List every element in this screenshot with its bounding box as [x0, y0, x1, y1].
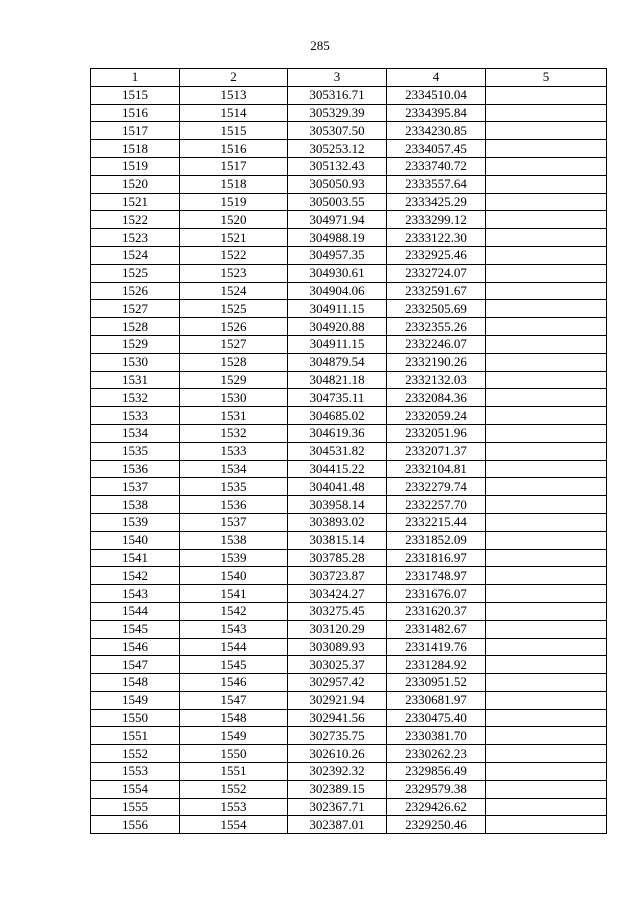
table-cell: 1540 [180, 567, 288, 585]
header-cell: 3 [288, 69, 387, 87]
table-cell [486, 602, 607, 620]
table-row [91, 780, 607, 798]
table-cell [486, 620, 607, 638]
table-cell: 1517 [180, 157, 288, 175]
table-cell: 302392.32 [288, 763, 387, 781]
table-cell: 305132.43 [288, 157, 387, 175]
table-cell [486, 407, 607, 425]
table-cell [486, 763, 607, 781]
table-cell: 1549 [91, 691, 180, 709]
table-cell: 2329250.46 [387, 816, 486, 834]
table-cell: 2329856.49 [387, 763, 486, 781]
table-row [91, 371, 607, 389]
table-row [91, 282, 607, 300]
table-cell: 1541 [180, 585, 288, 603]
table-row [91, 549, 607, 567]
table-cell: 1531 [91, 371, 180, 389]
table-cell: 302610.26 [288, 745, 387, 763]
table-row [91, 638, 607, 656]
table-cell: 303025.37 [288, 656, 387, 674]
table-cell: 1554 [180, 816, 288, 834]
table-cell: 1539 [91, 513, 180, 531]
table-row [91, 389, 607, 407]
header-cell: 4 [387, 69, 486, 87]
header-cell: 2 [180, 69, 288, 87]
table-cell: 303120.29 [288, 620, 387, 638]
table-row [91, 193, 607, 211]
table-cell: 304911.15 [288, 335, 387, 353]
table-cell: 2331419.76 [387, 638, 486, 656]
table-row [91, 531, 607, 549]
table-cell [486, 335, 607, 353]
table-cell: 304930.61 [288, 264, 387, 282]
table-cell: 2329426.62 [387, 798, 486, 816]
table-cell [486, 496, 607, 514]
header-cell: 5 [486, 69, 607, 87]
table-cell: 2332051.96 [387, 424, 486, 442]
table-cell [486, 318, 607, 336]
table-cell: 2334510.04 [387, 86, 486, 104]
table-cell [486, 478, 607, 496]
table-cell: 1543 [180, 620, 288, 638]
table-cell: 1519 [91, 157, 180, 175]
table-cell [486, 674, 607, 692]
coordinates-table [90, 68, 607, 834]
table-cell: 1518 [180, 175, 288, 193]
table-cell: 2332215.44 [387, 513, 486, 531]
table-cell: 1541 [91, 549, 180, 567]
table-cell: 305316.71 [288, 86, 387, 104]
table-cell [486, 727, 607, 745]
table-cell: 1539 [180, 549, 288, 567]
table-cell: 1545 [180, 656, 288, 674]
table-body [91, 86, 607, 833]
table-cell: 1548 [91, 674, 180, 692]
table-cell: 303275.45 [288, 602, 387, 620]
table-cell: 2331852.09 [387, 531, 486, 549]
table-cell: 1552 [180, 780, 288, 798]
table-cell [486, 229, 607, 247]
table-cell: 2333557.64 [387, 175, 486, 193]
table-cell: 1526 [180, 318, 288, 336]
table-cell: 1527 [180, 335, 288, 353]
table-cell [486, 211, 607, 229]
table-row [91, 353, 607, 371]
table-cell [486, 816, 607, 834]
table-cell: 304619.36 [288, 424, 387, 442]
table-cell [486, 264, 607, 282]
table-cell: 1547 [91, 656, 180, 674]
table-cell [486, 122, 607, 140]
table-cell: 1522 [91, 211, 180, 229]
table-cell: 1532 [91, 389, 180, 407]
table-row [91, 318, 607, 336]
table-cell: 2333425.29 [387, 193, 486, 211]
table-cell [486, 567, 607, 585]
table-cell [486, 798, 607, 816]
table-cell [486, 424, 607, 442]
table-cell: 304735.11 [288, 389, 387, 407]
table-cell: 304879.54 [288, 353, 387, 371]
table-row [91, 229, 607, 247]
table-cell: 1522 [180, 246, 288, 264]
table-cell: 2332059.24 [387, 407, 486, 425]
table-cell: 2332355.26 [387, 318, 486, 336]
table-row [91, 86, 607, 104]
table-cell: 1524 [91, 246, 180, 264]
table-row [91, 478, 607, 496]
table-cell [486, 353, 607, 371]
table-cell [486, 157, 607, 175]
table-cell: 1548 [180, 709, 288, 727]
table-cell [486, 585, 607, 603]
table-cell: 1514 [180, 104, 288, 122]
table-cell: 1538 [180, 531, 288, 549]
table-row [91, 175, 607, 193]
table-cell: 302735.75 [288, 727, 387, 745]
table-cell: 1529 [180, 371, 288, 389]
table-cell: 2330681.97 [387, 691, 486, 709]
table-cell: 2332246.07 [387, 335, 486, 353]
table-cell: 305307.50 [288, 122, 387, 140]
table-cell: 2330475.40 [387, 709, 486, 727]
table-cell [486, 780, 607, 798]
table-cell: 1528 [180, 353, 288, 371]
table-cell: 305329.39 [288, 104, 387, 122]
table-row [91, 157, 607, 175]
table-row [91, 745, 607, 763]
table-cell: 1549 [180, 727, 288, 745]
table-cell: 303424.27 [288, 585, 387, 603]
table-row [91, 496, 607, 514]
table-cell: 1533 [91, 407, 180, 425]
table-cell: 1551 [91, 727, 180, 745]
table-cell: 1535 [91, 442, 180, 460]
table-cell: 1524 [180, 282, 288, 300]
table-cell: 1555 [91, 798, 180, 816]
page-number: 285 [310, 38, 330, 53]
table-row [91, 602, 607, 620]
table-cell: 1529 [91, 335, 180, 353]
table-cell: 1525 [180, 300, 288, 318]
table-cell: 1554 [91, 780, 180, 798]
table-cell: 302389.15 [288, 780, 387, 798]
table-cell: 1531 [180, 407, 288, 425]
table-row [91, 585, 607, 603]
table-cell: 303785.28 [288, 549, 387, 567]
table-cell: 2332132.03 [387, 371, 486, 389]
table-cell: 1526 [91, 282, 180, 300]
table-cell [486, 282, 607, 300]
table-row [91, 264, 607, 282]
table-cell: 1538 [91, 496, 180, 514]
table-cell: 1537 [180, 513, 288, 531]
table-cell: 1550 [91, 709, 180, 727]
table-cell: 2330951.52 [387, 674, 486, 692]
table-cell: 1532 [180, 424, 288, 442]
table-cell: 304971.94 [288, 211, 387, 229]
table-row [91, 798, 607, 816]
table-cell: 304685.02 [288, 407, 387, 425]
table-cell: 1551 [180, 763, 288, 781]
table-cell: 1536 [91, 460, 180, 478]
table-cell: 1543 [91, 585, 180, 603]
header-row [91, 69, 607, 87]
table-cell: 1552 [91, 745, 180, 763]
table-cell [486, 86, 607, 104]
table-cell [486, 300, 607, 318]
table-cell: 1550 [180, 745, 288, 763]
table-cell [486, 638, 607, 656]
table-cell: 303893.02 [288, 513, 387, 531]
table-cell: 1535 [180, 478, 288, 496]
table-cell: 2332925.46 [387, 246, 486, 264]
table-row [91, 211, 607, 229]
table-cell: 304821.18 [288, 371, 387, 389]
table-cell [486, 175, 607, 193]
table-cell [486, 104, 607, 122]
table-cell: 1513 [180, 86, 288, 104]
table-cell: 305003.55 [288, 193, 387, 211]
table-cell: 1527 [91, 300, 180, 318]
table-cell: 1534 [180, 460, 288, 478]
table-cell: 2330381.70 [387, 727, 486, 745]
table-cell [486, 246, 607, 264]
table-cell: 302921.94 [288, 691, 387, 709]
table-cell: 1519 [180, 193, 288, 211]
table-cell: 2332505.69 [387, 300, 486, 318]
table-row [91, 442, 607, 460]
table-cell: 302387.01 [288, 816, 387, 834]
table-cell: 304415.22 [288, 460, 387, 478]
table-cell [486, 531, 607, 549]
table-cell: 1521 [91, 193, 180, 211]
table-cell [486, 193, 607, 211]
table-cell: 302941.56 [288, 709, 387, 727]
table-cell: 1523 [180, 264, 288, 282]
table-cell: 1525 [91, 264, 180, 282]
table-cell: 1540 [91, 531, 180, 549]
table-row [91, 460, 607, 478]
table-cell [486, 691, 607, 709]
table-cell: 302957.42 [288, 674, 387, 692]
table-row [91, 424, 607, 442]
table-cell: 1545 [91, 620, 180, 638]
table-row [91, 816, 607, 834]
table-cell: 2331816.97 [387, 549, 486, 567]
table-row [91, 335, 607, 353]
table-cell: 1553 [180, 798, 288, 816]
table-cell: 1515 [180, 122, 288, 140]
table-row [91, 122, 607, 140]
table-cell: 2332724.07 [387, 264, 486, 282]
table-cell: 302367.71 [288, 798, 387, 816]
table-cell: 1520 [91, 175, 180, 193]
table-row [91, 407, 607, 425]
table-cell [486, 389, 607, 407]
table-row [91, 246, 607, 264]
table-cell: 1518 [91, 140, 180, 158]
table-cell: 2331748.97 [387, 567, 486, 585]
table-cell: 1534 [91, 424, 180, 442]
table-header [91, 69, 607, 87]
table-row [91, 727, 607, 745]
table-cell [486, 442, 607, 460]
table-cell: 304988.19 [288, 229, 387, 247]
table-cell: 303089.93 [288, 638, 387, 656]
table-cell: 1516 [91, 104, 180, 122]
table-row [91, 763, 607, 781]
table-cell: 304531.82 [288, 442, 387, 460]
table-row [91, 674, 607, 692]
table-cell: 1544 [180, 638, 288, 656]
table-cell: 1533 [180, 442, 288, 460]
table-cell: 1542 [91, 567, 180, 585]
table-row [91, 709, 607, 727]
table-cell [486, 460, 607, 478]
table-cell: 1536 [180, 496, 288, 514]
table-cell: 304041.48 [288, 478, 387, 496]
table-cell: 303958.14 [288, 496, 387, 514]
table-cell: 2331676.07 [387, 585, 486, 603]
table-cell [486, 745, 607, 763]
table-cell: 2334057.45 [387, 140, 486, 158]
table-row [91, 567, 607, 585]
table-cell [486, 140, 607, 158]
table-cell [486, 709, 607, 727]
table-cell: 2330262.23 [387, 745, 486, 763]
table-cell: 304911.15 [288, 300, 387, 318]
table-row [91, 691, 607, 709]
table-cell: 1547 [180, 691, 288, 709]
table-cell: 1517 [91, 122, 180, 140]
table-cell [486, 513, 607, 531]
table-cell: 1546 [91, 638, 180, 656]
table-cell: 1546 [180, 674, 288, 692]
table-cell: 1521 [180, 229, 288, 247]
table-cell: 303723.87 [288, 567, 387, 585]
table-cell: 2333299.12 [387, 211, 486, 229]
table-cell: 2331482.67 [387, 620, 486, 638]
table-row [91, 513, 607, 531]
table-cell: 303815.14 [288, 531, 387, 549]
table-row [91, 620, 607, 638]
table-cell: 2332084.36 [387, 389, 486, 407]
table-cell: 1515 [91, 86, 180, 104]
table-cell: 305253.12 [288, 140, 387, 158]
table-cell [486, 371, 607, 389]
table-cell: 1516 [180, 140, 288, 158]
table-row [91, 140, 607, 158]
table-cell: 1556 [91, 816, 180, 834]
table-cell: 305050.93 [288, 175, 387, 193]
table-cell: 2329579.38 [387, 780, 486, 798]
table-cell: 2332104.81 [387, 460, 486, 478]
table-cell: 1537 [91, 478, 180, 496]
table-cell: 1530 [91, 353, 180, 371]
table-cell [486, 549, 607, 567]
table-cell: 2334395.84 [387, 104, 486, 122]
table-cell: 1530 [180, 389, 288, 407]
table-cell: 304957.35 [288, 246, 387, 264]
table-cell: 2332071.37 [387, 442, 486, 460]
table-cell: 1523 [91, 229, 180, 247]
table-cell: 1544 [91, 602, 180, 620]
table-row [91, 300, 607, 318]
table-cell: 2332591.67 [387, 282, 486, 300]
table-row [91, 104, 607, 122]
header-cell: 1 [91, 69, 180, 87]
table-cell: 2332190.26 [387, 353, 486, 371]
table-cell: 2333122.30 [387, 229, 486, 247]
table-cell: 1520 [180, 211, 288, 229]
table-cell: 2333740.72 [387, 157, 486, 175]
table-cell: 304904.06 [288, 282, 387, 300]
table-cell: 1528 [91, 318, 180, 336]
table-cell: 304920.88 [288, 318, 387, 336]
table-cell: 2334230.85 [387, 122, 486, 140]
table-cell: 2331620.37 [387, 602, 486, 620]
table-cell: 2332257.70 [387, 496, 486, 514]
table-cell: 1553 [91, 763, 180, 781]
table-row [91, 656, 607, 674]
table-cell: 2331284.92 [387, 656, 486, 674]
table-cell: 1542 [180, 602, 288, 620]
table-cell: 2332279.74 [387, 478, 486, 496]
table-cell [486, 656, 607, 674]
